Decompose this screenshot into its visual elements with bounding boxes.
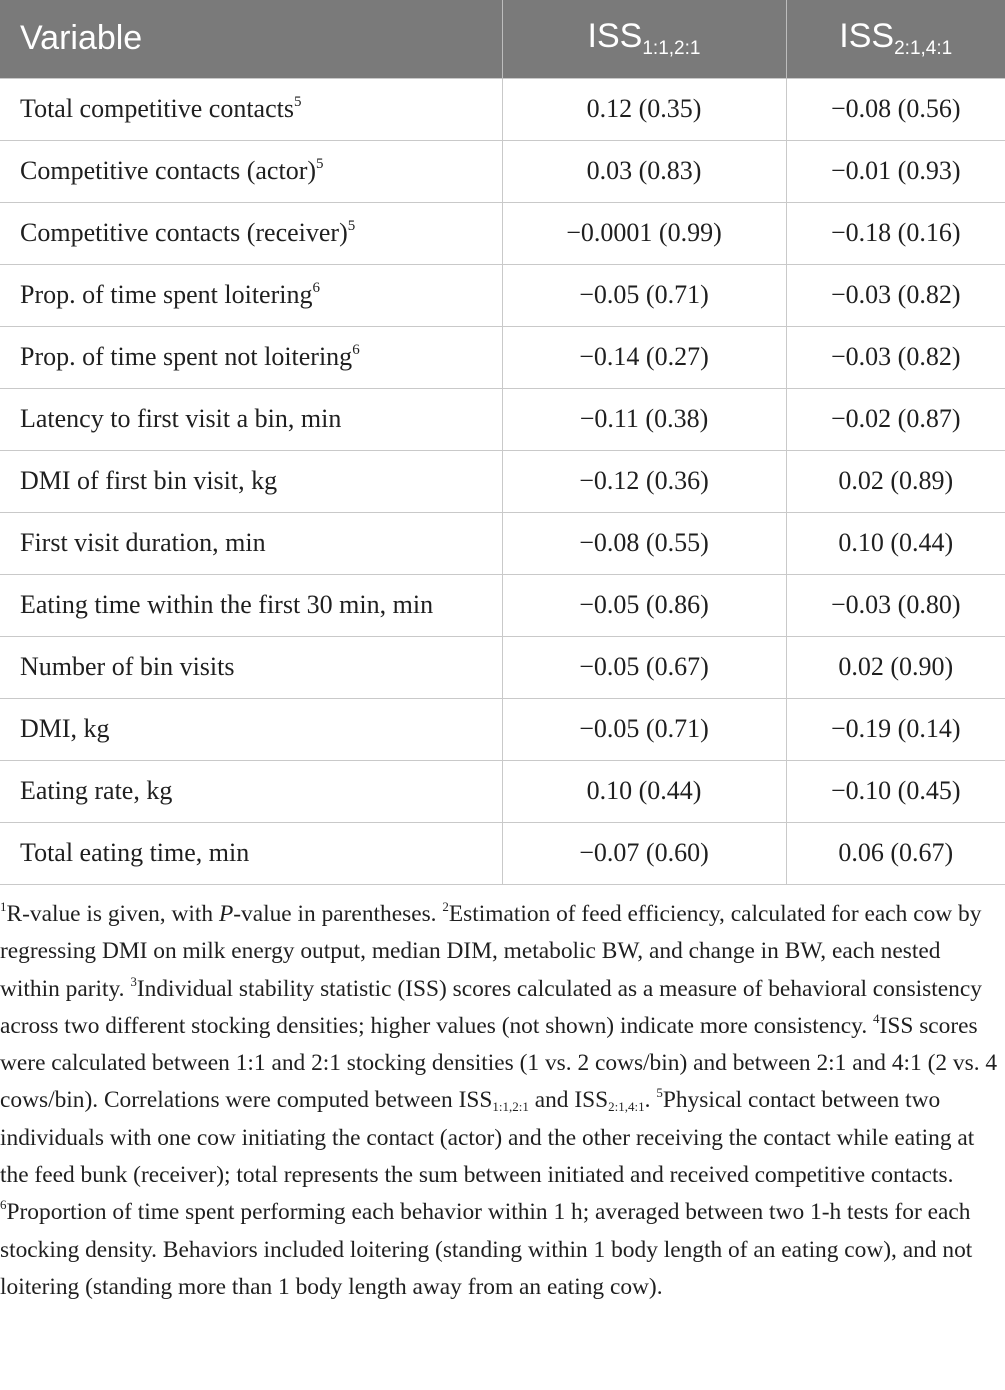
iss-2-1-4-1-value: −0.19 (0.14) <box>786 698 1005 760</box>
variable-cell: Competitive contacts (actor)$^5$ <box>0 140 502 202</box>
iss-2-1-4-1-value: −0.18 (0.16) <box>786 202 1005 264</box>
iss-1-1-2-1-value: −0.05 (0.71) <box>502 698 786 760</box>
variable-cell: DMI of first bin visit, kg <box>0 450 502 512</box>
iss-2-1-4-1-value: 0.10 (0.44) <box>786 512 1005 574</box>
variable-cell: Eating rate, kg <box>0 760 502 822</box>
iss-2-1-4-1-value: −0.03 (0.82) <box>786 326 1005 388</box>
table-row <box>0 822 1005 884</box>
iss-2-1-4-1-value: −0.01 (0.93) <box>786 140 1005 202</box>
table-row <box>0 202 1005 264</box>
table-row <box>0 574 1005 636</box>
iss-1-1-2-1-value: −0.05 (0.71) <box>502 264 786 326</box>
iss-1-1-2-1-value: −0.12 (0.36) <box>502 450 786 512</box>
table-row <box>0 450 1005 512</box>
header-iss-2-1-4-1: $ISS_{2:1,4:1}$ <box>839 17 953 60</box>
iss-2-1-4-1-value: 0.02 (0.89) <box>786 450 1005 512</box>
iss-2-1-4-1-value: −0.03 (0.82) <box>786 264 1005 326</box>
iss-1-1-2-1-value: −0.08 (0.55) <box>502 512 786 574</box>
iss-2-1-4-1-value: −0.03 (0.80) <box>786 574 1005 636</box>
variable-cell: DMI, kg <box>0 698 502 760</box>
variable-cell: First visit duration, min <box>0 512 502 574</box>
variable-cell: Competitive contacts (receiver)$^5$ <box>0 202 502 264</box>
iss-2-1-4-1-value: 0.02 (0.90) <box>786 636 1005 698</box>
table-row <box>0 140 1005 202</box>
table-header-row <box>0 0 1005 78</box>
iss-2-1-4-1-value: −0.02 (0.87) <box>786 388 1005 450</box>
iss-2-1-4-1-value: −0.08 (0.56) <box>786 78 1005 140</box>
iss-1-1-2-1-value: −0.14 (0.27) <box>502 326 786 388</box>
table-row <box>0 512 1005 574</box>
iss-1-1-2-1-value: −0.05 (0.86) <box>502 574 786 636</box>
table-row <box>0 78 1005 140</box>
iss-1-1-2-1-value: −0.07 (0.60) <box>502 822 786 884</box>
variable-cell: Prop. of time spent loitering$^6$ <box>0 264 502 326</box>
iss-1-1-2-1-value: 0.03 (0.83) <box>502 140 786 202</box>
variable-cell: Total competitive contacts$^5$ <box>0 78 502 140</box>
iss-2-1-4-1-value: −0.10 (0.45) <box>786 760 1005 822</box>
variable-cell: Latency to first visit a bin, min <box>0 388 502 450</box>
table-row <box>0 698 1005 760</box>
header-variable: Variable <box>0 0 502 78</box>
table-row <box>0 388 1005 450</box>
variable-cell: Prop. of time spent not loitering$^6$ <box>0 326 502 388</box>
table-footnotes: $^1$R-value is given, with P-value in parentheses. $^2$Estimation of feed efficiency, calculated for each cow by regressing DMI on milk energy output, median DIM, metabolic BW, and change in BW, each nested within parity. $^3$Individual stability statistic (ISS) scores calculated as a measure of behavioral consistency across two different stocking densities; higher values (not shown) indicate more consistency. $^4$ISS scores were calculated between 1:1 and 2:1 stocking densities (1 vs. 2 cows/bin) and between 2:1 and 4:1 (2 vs. 4 cows/bin). Correlations were computed between $ISS_{1:1,2:1}$ and $ISS_{2:1,4:1}$. $^5$Physical contact between two individuals with one cow initiating the contact (actor) and the other receiving the contact while eating at the feed bunk (receiver); total represents the sum between initiated and received competitive contacts. $^6$Proportion of time spent performing each behavior within 1 h; averaged between two 1-h tests for each stocking density. Behaviors included loitering (standing within 1 body length of an eating cow), and not loitering (standing more than 1 body length away from an eating cow). <box>0 899 998 1300</box>
header-iss-1-1-2-1: $ISS_{1:1,2:1}$ <box>502 0 786 78</box>
variable-cell: Number of bin visits <box>0 636 502 698</box>
iss-2-1-4-1-value: 0.06 (0.67) <box>786 822 1005 884</box>
iss-1-1-2-1-value: −0.05 (0.67) <box>502 636 786 698</box>
iss-1-1-2-1-value: 0.10 (0.44) <box>502 760 786 822</box>
table-row <box>0 326 1005 388</box>
iss-1-1-2-1-value: 0.12 (0.35) <box>502 78 786 140</box>
variable-cell: Total eating time, min <box>0 822 502 884</box>
table-row <box>0 636 1005 698</box>
iss-1-1-2-1-value: −0.11 (0.38) <box>502 388 786 450</box>
variable-cell: Eating time within the first 30 min, min <box>0 574 502 636</box>
iss-1-1-2-1-value: −0.0001 (0.99) <box>502 202 786 264</box>
table-row <box>0 760 1005 822</box>
table-row <box>0 264 1005 326</box>
